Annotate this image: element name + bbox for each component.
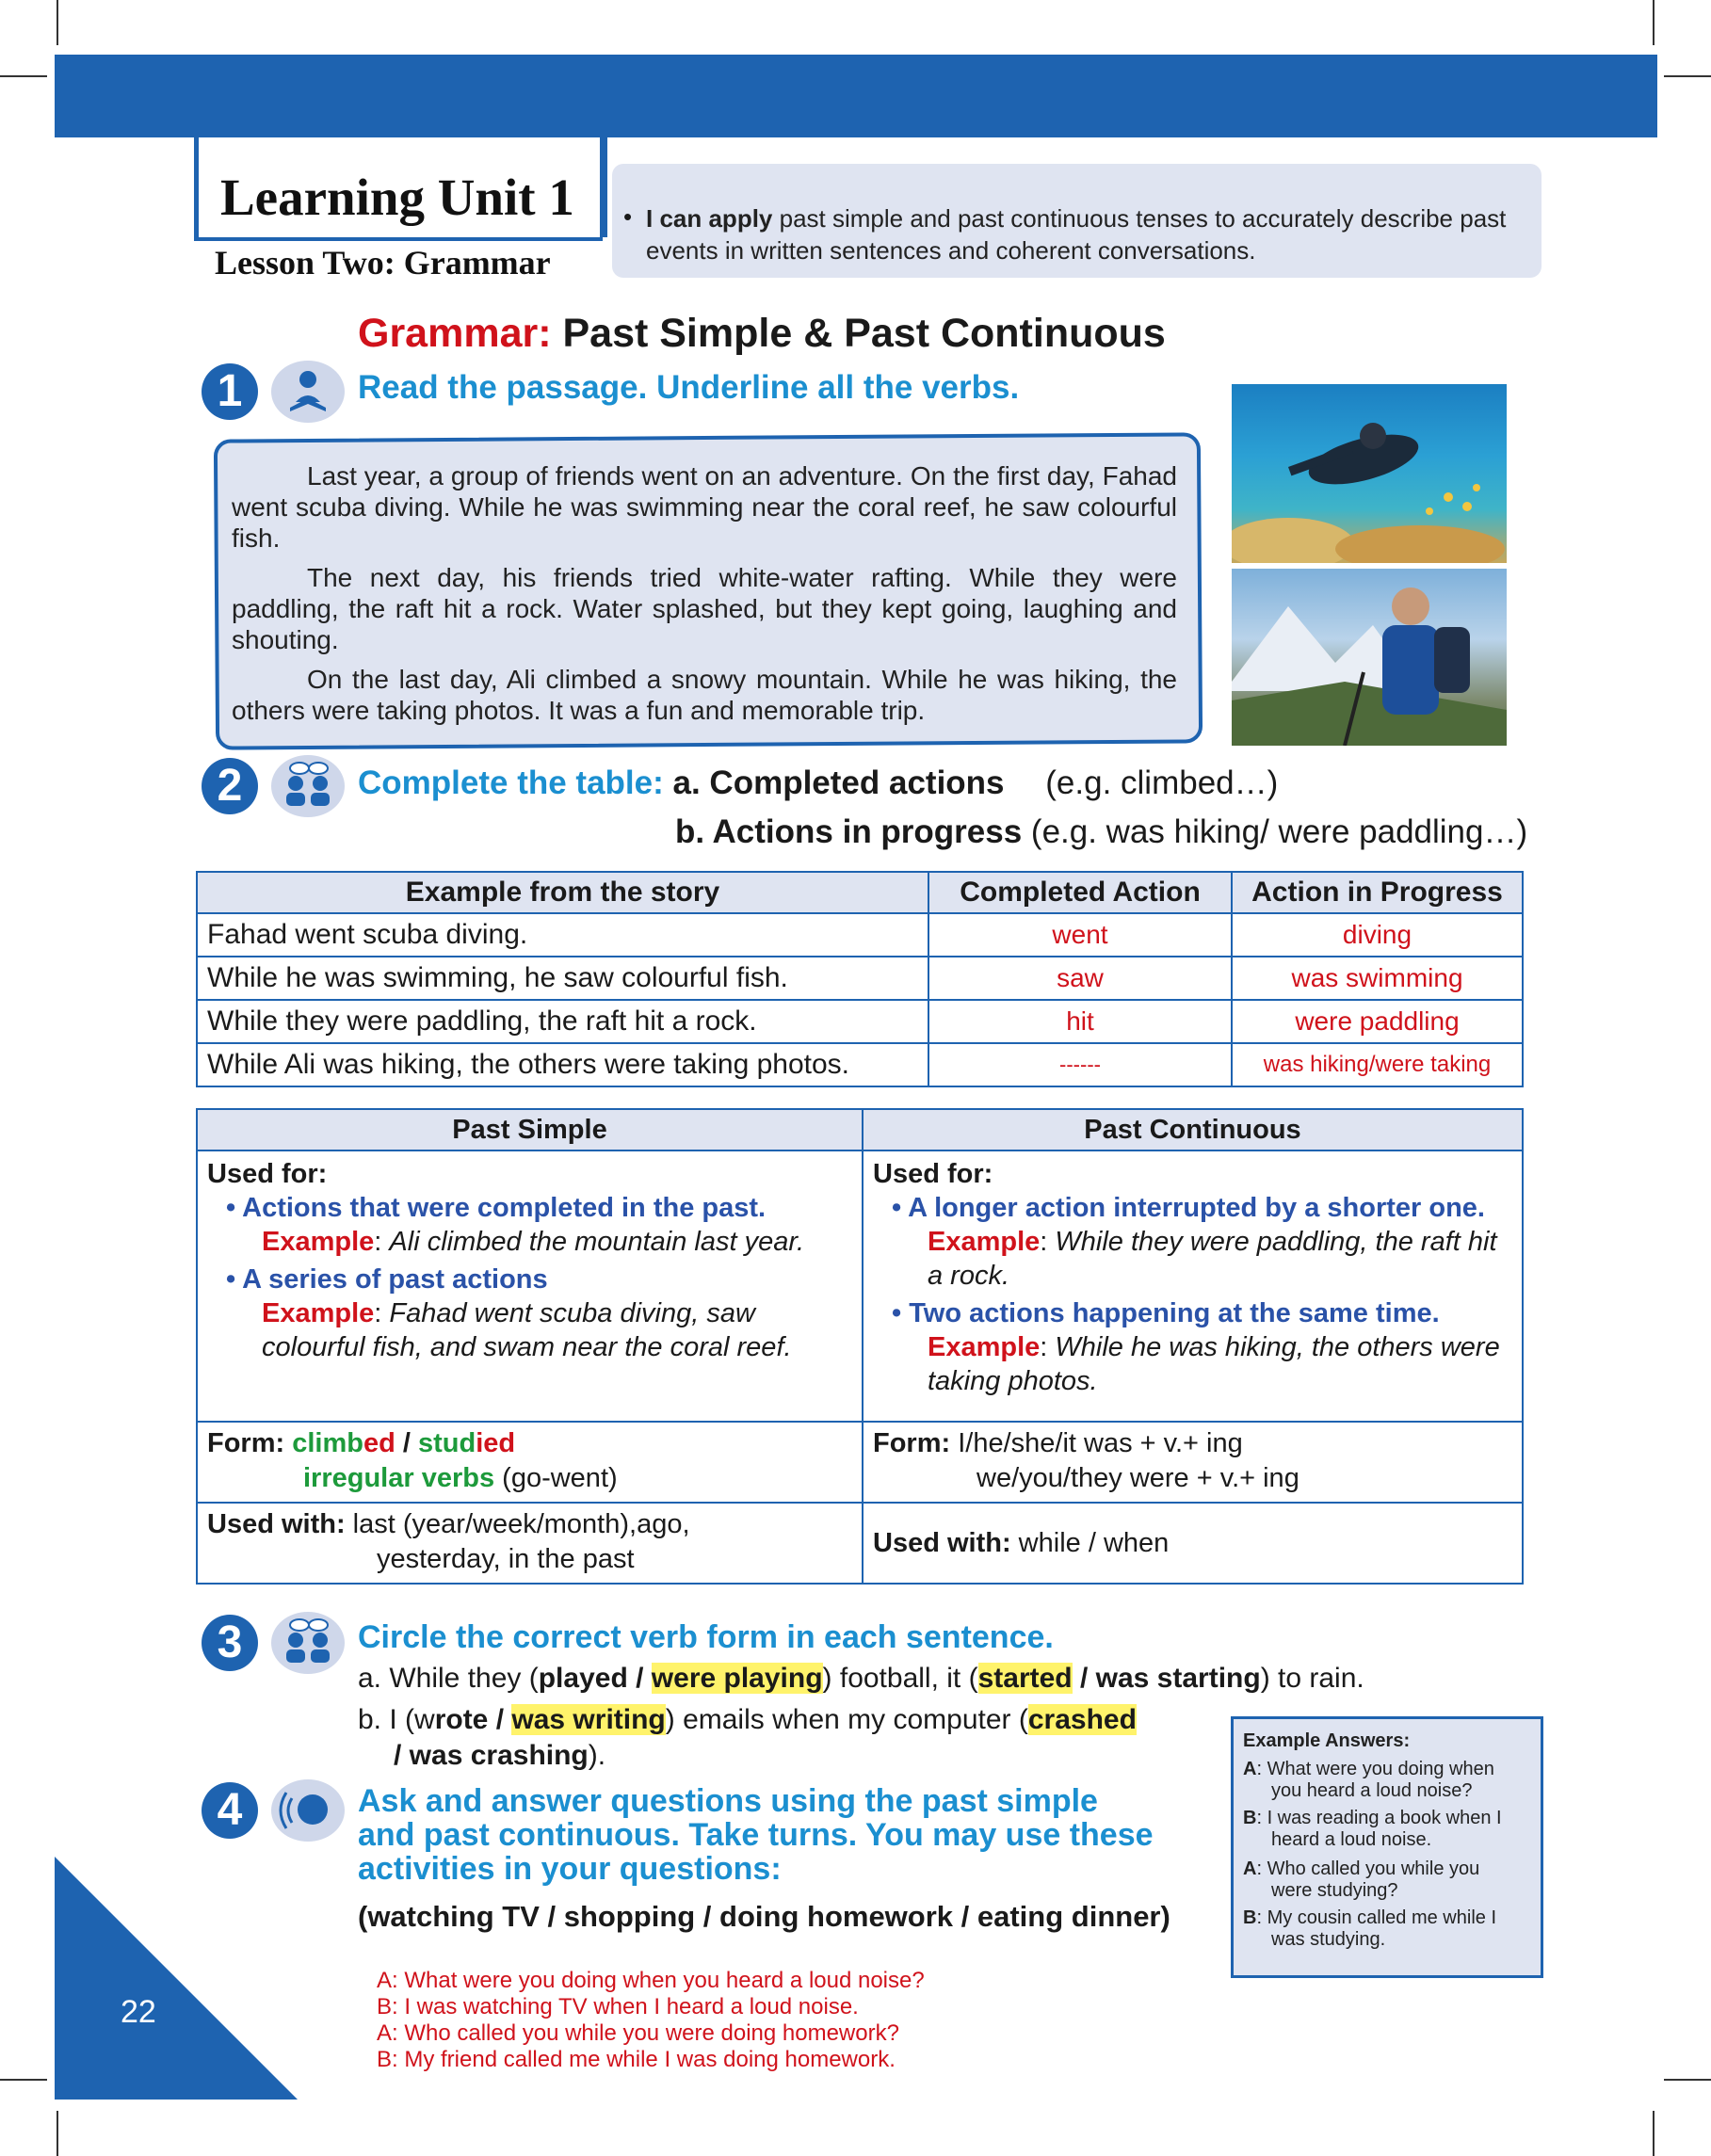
table-header: Action in Progress: [1232, 872, 1523, 913]
continuous-form-1: I/he/she/it was + v.+ ing: [950, 1428, 1243, 1458]
progress-actions-label: b. Actions in progress: [675, 813, 1023, 850]
answer-line: : Who called you while you: [1256, 1858, 1480, 1879]
table-row: [197, 913, 1523, 957]
learning-goal: [646, 202, 1522, 266]
table-row: [197, 1043, 1523, 1086]
example-label: Example: [262, 1227, 375, 1257]
activity-number-1: 1: [202, 363, 258, 420]
pair-work-icon: [271, 755, 345, 817]
activity2-label: Complete the table:: [358, 764, 664, 801]
table-row: [197, 1000, 1523, 1043]
table-row: [197, 957, 1523, 1000]
progress-answer[interactable]: was swimming: [1232, 957, 1523, 1000]
sentence-text: b. I (w: [358, 1704, 435, 1735]
example-label: Example: [262, 1298, 375, 1328]
table-row: [197, 1503, 1523, 1584]
form-word: stud: [418, 1428, 476, 1458]
passage-paragraph: The next day, his friends tried white-water rafting. While they were paddling, the raft hit a rock. Water splashed, but they kept going, laughing and shouting.: [232, 563, 1177, 654]
simple-used-with-2: yesterday, in the past: [377, 1544, 635, 1574]
used-for-label: Used for:: [873, 1159, 993, 1189]
student-answer: A: Who called you while you were doing homework?: [377, 2020, 899, 2046]
form-word: climb: [292, 1428, 363, 1458]
student-answer: A: What were you doing when you heard a loud noise?: [377, 1968, 925, 1993]
verb-option-correct[interactable]: crashed: [1027, 1704, 1137, 1735]
table-header: Example from the story: [197, 872, 928, 913]
passage-paragraph: Last year, a group of friends went on an adventure. On the first day, Fahad went scuba diving. While he was swimming near the coral reef, he saw colourful fish.: [232, 461, 1177, 553]
example-cell: While they were paddling, the raft hit a rock.: [197, 1000, 928, 1043]
page-corner: [55, 1857, 298, 2100]
completed-answer[interactable]: went: [928, 913, 1232, 957]
answer-line: : I was reading a book when I: [1256, 1808, 1502, 1828]
speaker-label: B: [1243, 1808, 1257, 1828]
activity-number-2: 2: [202, 758, 258, 814]
crop-mark: [1664, 2079, 1711, 2081]
form-label: Form:: [873, 1428, 951, 1458]
student-answer: B: I was watching TV when I heard a loud noise.: [377, 1994, 859, 2019]
grammar-topic: Past Simple & Past Continuous: [551, 311, 1166, 356]
reading-icon: [271, 361, 345, 423]
activity-number-4: 4: [202, 1782, 258, 1839]
simple-use-1: Actions that were completed in the past.: [242, 1193, 767, 1223]
completed-answer[interactable]: hit: [928, 1000, 1232, 1043]
progress-actions-example: (e.g. was hiking/ were paddling…): [1022, 813, 1528, 850]
completed-answer[interactable]: ------: [928, 1043, 1232, 1086]
example-cell: Fahad went scuba diving.: [197, 913, 928, 957]
activity4-instruction: and past continuous. Take turns. You may use these: [358, 1817, 1154, 1853]
form-label: Form:: [207, 1428, 285, 1458]
header-band: [55, 55, 1657, 137]
activity4-instruction: activities in your questions:: [358, 1851, 782, 1887]
past-continuous-form: [863, 1422, 1523, 1503]
verb-option-correct[interactable]: was writing: [511, 1704, 666, 1735]
pair-work-icon: [271, 1612, 345, 1674]
example-answer: [1243, 1858, 1530, 1902]
answer-line: : My cousin called me while I: [1256, 1907, 1496, 1928]
crop-mark: [1664, 75, 1711, 77]
goal-text: past simple and past continuous tenses to accurately describe past events in written sentences and coherent conversations.: [646, 204, 1507, 265]
irregular-verbs-label: irregular verbs: [303, 1463, 495, 1493]
title-underline: [194, 237, 603, 241]
completed-actions-label: a. Completed actions: [672, 764, 1005, 801]
example-cell: While he was swimming, he saw colourful fish.: [197, 957, 928, 1000]
crop-mark: [1653, 2111, 1655, 2156]
used-with-label: Used with:: [207, 1509, 346, 1539]
sentence-a: [358, 1663, 1364, 1695]
passage-paragraph: On the last day, Ali climbed a snowy mountain. While he was hiking, the others were taking photos. It was a fun and memorable trip.: [232, 665, 1177, 725]
answer-line: was studying.: [1271, 1929, 1386, 1950]
activity2-instruction: [358, 764, 1278, 802]
speaking-icon: [271, 1779, 345, 1842]
completed-actions-example: (e.g. climbed…): [1045, 764, 1279, 801]
crop-mark: [56, 0, 58, 45]
student-answer: B: My friend called me while I was doing homework.: [377, 2047, 896, 2072]
form-separator: /: [395, 1428, 418, 1458]
tense-rules-table: [196, 1108, 1524, 1585]
answer-line: : What were you doing when: [1256, 1759, 1494, 1779]
example-answer: [1243, 1759, 1530, 1802]
crop-mark: [0, 75, 47, 77]
page-number: 22: [121, 1994, 156, 2030]
form-suffix: ed: [363, 1428, 395, 1458]
past-simple-form: [197, 1422, 863, 1503]
simple-use-2: A series of past actions: [242, 1264, 548, 1295]
crop-mark: [1653, 0, 1655, 45]
sentence-b: [358, 1704, 1137, 1736]
activity-number-3: 3: [202, 1615, 258, 1671]
crop-mark: [56, 2111, 58, 2156]
table-header: Completed Action: [928, 872, 1232, 913]
example-answers-title: Example Answers:: [1243, 1730, 1411, 1751]
completed-answer[interactable]: saw: [928, 957, 1232, 1000]
irregular-example: (go-went): [494, 1463, 618, 1493]
example-cell: While Ali was hiking, the others were taking photos.: [197, 1043, 928, 1086]
activity-list: (watching TV / shopping / doing homework / eating dinner): [358, 1900, 1170, 1933]
table-header: Past Continuous: [863, 1109, 1523, 1150]
activity3-instruction: Circle the correct verb form in each sentence.: [358, 1619, 1054, 1655]
continuous-use-1: A longer action interrupted by a shorter one.: [908, 1193, 1485, 1223]
progress-answer[interactable]: diving: [1232, 913, 1523, 957]
example-label: Example: [928, 1227, 1041, 1257]
past-simple-uses: Used for: • Actions that were completed in the past. Example: Ali climbed the mountain last year. • A series of past actions Example: Fahad went scuba diving, saw colourful fish, and swam near the coral reef.: [197, 1150, 863, 1422]
past-continuous-used-with: [863, 1503, 1523, 1584]
verb-table: [196, 871, 1524, 1087]
table-header: Past Simple: [197, 1109, 863, 1150]
table-row: [197, 1422, 1523, 1503]
continuous-example-1: While they were paddling, the raft hit a rock.: [928, 1227, 1497, 1291]
continuous-use-2: Two actions happening at the same time.: [909, 1298, 1440, 1328]
simple-example-2: Fahad went scuba diving, saw colourful fish, and swam near the coral reef.: [262, 1298, 792, 1362]
crop-mark: [0, 2079, 47, 2081]
past-continuous-uses: Used for: • A longer action interrupted by a shorter one. Example: While they were paddling, the raft hit a rock. • Two actions happening at the same time. Example: While he was hiking, the others were taking photos.: [863, 1150, 1523, 1422]
sentence-text: a. While they (: [358, 1663, 539, 1694]
verb-option[interactable]: / was crashing: [394, 1740, 589, 1771]
sentence-text: ) emails when my computer (: [665, 1704, 1028, 1735]
answer-line: were studying?: [1271, 1880, 1398, 1901]
example-label: Example: [928, 1332, 1041, 1362]
verb-option[interactable]: played /: [538, 1663, 644, 1694]
sentence-text: ).: [588, 1740, 606, 1771]
used-for-label: Used for:: [207, 1159, 328, 1189]
sentence-text: ) to rain.: [1260, 1663, 1364, 1694]
example-answer: [1243, 1907, 1535, 1951]
example-answer: [1243, 1808, 1535, 1851]
goal-bold: I can apply: [646, 204, 773, 233]
sentence-b-continued: [394, 1740, 605, 1772]
lesson-title: Lesson Two: Grammar: [215, 244, 551, 282]
speaker-label: A: [1243, 1858, 1257, 1879]
form-suffix: ied: [476, 1428, 516, 1458]
answer-line: heard a loud noise.: [1271, 1829, 1432, 1850]
activity1-instruction: Read the passage. Underline all the verbs.: [358, 369, 1020, 406]
used-with-label: Used with:: [873, 1527, 1011, 1558]
table-row: [197, 1150, 1523, 1422]
unit-title: Learning Unit 1: [220, 169, 574, 226]
sentence-text: ) football, it (: [822, 1663, 978, 1694]
progress-answer[interactable]: were paddling: [1232, 1000, 1523, 1043]
continuous-form-2: we/you/they were + v.+ ing: [977, 1463, 1299, 1493]
scuba-diver-photo: [1232, 384, 1507, 563]
speaker-label: B: [1243, 1907, 1257, 1928]
simple-example-1: Ali climbed the mountain last year.: [389, 1227, 805, 1257]
activity4-instruction: Ask and answer questions using the past simple: [358, 1783, 1098, 1819]
simple-used-with-1: last (year/week/month),ago,: [345, 1509, 690, 1539]
progress-answer[interactable]: was hiking/were taking: [1232, 1043, 1523, 1086]
verb-option[interactable]: rote /: [434, 1704, 505, 1735]
hiker-photo: [1232, 569, 1507, 746]
activity2-instruction-b: [675, 813, 1527, 851]
verb-option-correct[interactable]: started: [977, 1663, 1073, 1694]
continuous-used-with: while / when: [1010, 1527, 1170, 1558]
continuous-example-2: While he was hiking, the others were taking photos.: [928, 1332, 1500, 1396]
speaker-label: A: [1243, 1759, 1257, 1779]
bullet: •: [623, 202, 633, 231]
verb-option-correct[interactable]: were playing: [651, 1663, 823, 1694]
grammar-title: [358, 311, 1166, 357]
verb-option[interactable]: / was starting: [1072, 1663, 1261, 1694]
past-simple-used-with: [197, 1503, 863, 1584]
answer-line: you heard a loud noise?: [1271, 1780, 1473, 1801]
grammar-label: Grammar:: [358, 311, 552, 356]
